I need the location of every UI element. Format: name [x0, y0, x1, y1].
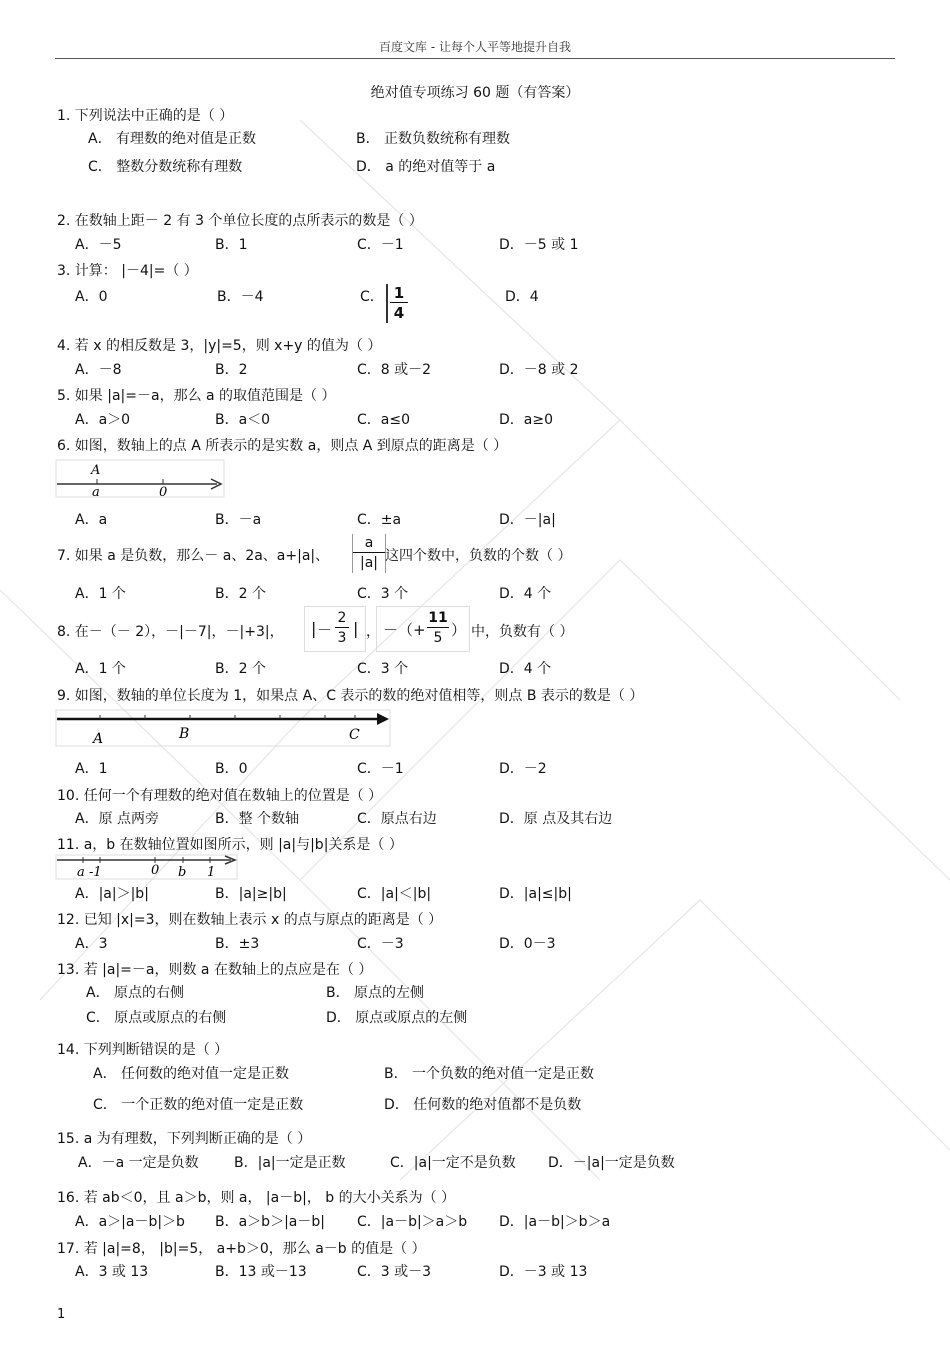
question-11-stem: 11. a，b 在数轴位置如图所示，则 |a|与|b|关系是（ ） — [57, 837, 403, 853]
question-8-option-a: A．1 个 — [75, 661, 126, 677]
question-8-stem-start: 8. 在－（－ 2），－|－7|，－|+3|， — [57, 624, 284, 640]
question-4-stem: 4. 若 x 的相反数是 3，|y|=5，则 x+y 的值为（ ） — [57, 338, 382, 354]
question-9-option-c: C．－1 — [357, 761, 404, 777]
question-3-option-c: C． — [360, 289, 384, 305]
question-17-option-c: C．3 或－3 — [357, 1264, 432, 1280]
question-10-stem: 10. 任何一个有理数的绝对值在数轴上的位置是（ ） — [57, 788, 383, 804]
question-11-number-line — [55, 854, 240, 880]
question-3-option-d: D．4 — [505, 289, 539, 305]
fraction-numerator: 1 — [390, 284, 408, 303]
question-11-option-d: D．|a|≤|b| — [499, 886, 572, 902]
point-A-label: A — [93, 731, 104, 747]
question-4-option-d: D．－8 或 2 — [499, 362, 579, 378]
origin-label: 0 — [151, 863, 160, 878]
question-1-option-a: A． 有理数的绝对值是正数 — [88, 131, 257, 147]
page-number: 1 — [57, 1307, 66, 1322]
question-4-option-c: C．8 或－2 — [357, 362, 432, 378]
point-A-label: A — [91, 463, 101, 478]
point-a-label: a — [77, 865, 85, 880]
question-7-stem-start: 7. 如果 a 是负数，那么－ a、2a、a+|a|、 — [57, 548, 330, 564]
question-2-option-d: D．－5 或 1 — [499, 237, 579, 253]
question-8-option-d: D．4 个 — [499, 661, 552, 677]
question-5-option-a: A．a＞0 — [75, 412, 131, 428]
question-7-option-c: C．3 个 — [357, 586, 409, 602]
question-16-stem: 16. 若 ab＜0，且 a＞b，则 a， |a－b|， b 的大小关系为（ ） — [57, 1190, 456, 1206]
minus-one-label: -1 — [89, 865, 102, 880]
question-14-stem: 14. 下列判断错误的是（ ） — [57, 1042, 229, 1058]
question-10-option-d: D．原 点及其右边 — [499, 811, 613, 827]
question-17-option-a: A．3 或 13 — [75, 1264, 149, 1280]
question-2-option-c: C．－1 — [357, 237, 404, 253]
question-15-stem: 15. a 为有理数，下列判断正确的是（ ） — [57, 1131, 312, 1147]
question-12-option-a: A．3 — [75, 936, 108, 952]
question-16-option-b: B．a＞b＞|a－b| — [215, 1214, 325, 1230]
question-14-option-b: B． 一个负数的绝对值一定是正数 — [384, 1066, 595, 1082]
question-8-option-c: C．3 个 — [357, 661, 409, 677]
question-6-option-d: D．－|a| — [499, 512, 556, 528]
question-16-option-a: A．a＞|a－b|＞b — [75, 1214, 185, 1230]
question-15-option-a: A．－a 一定是负数 — [78, 1155, 199, 1171]
fraction-numerator: 2 — [335, 609, 349, 628]
question-6-option-a: A．a — [75, 512, 108, 528]
question-6-option-c: C．±a — [357, 512, 402, 528]
fraction-denominator: 3 — [337, 630, 347, 646]
question-7-fraction — [352, 534, 386, 573]
question-3-option-b: B．－4 — [217, 289, 264, 305]
question-5-option-c: C．a≤0 — [357, 412, 410, 428]
fraction-numerator: a — [353, 534, 385, 553]
expression-sign: － — [317, 621, 333, 639]
point-a-label: a — [92, 485, 100, 500]
question-10-option-a: A．原 点两旁 — [75, 811, 160, 827]
question-12-stem: 12. 已知 |x|=3，则在数轴上表示 x 的点与原点的距离是（ ） — [57, 912, 443, 928]
question-9-option-a: A．1 — [75, 761, 108, 777]
question-15-option-c: C．|a|一定不是负数 — [390, 1155, 516, 1171]
comma-separator: ， — [366, 624, 380, 640]
question-1-option-b: B． 正数负数统称有理数 — [356, 131, 511, 147]
question-15-option-d: D．－|a|一定是负数 — [548, 1155, 675, 1171]
question-5-option-b: B．a＜0 — [215, 412, 271, 428]
question-6-option-b: B．－a — [215, 512, 262, 528]
question-6-stem: 6. 如图，数轴上的点 A 所表示的是实数 a，则点 A 到原点的距离是（ ） — [57, 438, 508, 454]
question-4-option-b: B．2 — [215, 362, 248, 378]
question-16-option-c: C．|a－b|＞a＞b — [357, 1214, 468, 1230]
origin-label: 0 — [159, 485, 168, 500]
fraction-denominator: |a| — [359, 555, 378, 571]
question-12-option-d: D．0－3 — [499, 936, 556, 952]
fraction-numerator: 11 — [428, 610, 448, 626]
question-13-option-d: D． 原点或原点的左侧 — [326, 1010, 468, 1026]
question-13-option-c: C． 原点或原点的右侧 — [86, 1010, 227, 1026]
question-14-option-c: C． 一个正数的绝对值一定是正数 — [93, 1097, 304, 1113]
question-17-option-d: D．－3 或 13 — [499, 1264, 588, 1280]
question-10-option-b: B．整 个数轴 — [215, 811, 300, 827]
question-14-option-a: A． 任何数的绝对值一定是正数 — [93, 1066, 290, 1082]
question-7-option-d: D．4 个 — [499, 586, 552, 602]
question-9-option-b: B．0 — [215, 761, 248, 777]
question-1-option-d: D． a 的绝对值等于 a — [356, 159, 496, 175]
question-8-expression-2 — [376, 606, 470, 652]
expression-prefix: －（+ — [383, 621, 426, 639]
expression-close: ） — [451, 621, 467, 639]
question-12-option-b: B．±3 — [215, 936, 260, 952]
question-14-option-d: D． 任何数的绝对值都不是负数 — [384, 1097, 582, 1113]
point-B-label: B — [179, 726, 190, 742]
question-2-option-b: B．1 — [215, 237, 248, 253]
question-7-option-a: A．1 个 — [75, 586, 126, 602]
point-b-label: b — [178, 865, 187, 880]
question-9-stem: 9. 如图，数轴的单位长度为 1，如果点 A、C 表示的数的绝对值相等，则点 B 表示的数是（ ） — [57, 688, 644, 704]
fraction-denominator: 5 — [433, 630, 443, 646]
question-11-option-a: A．|a|＞|b| — [75, 886, 149, 902]
question-1-stem: 1. 下列说法中正确的是（ ） — [57, 108, 234, 124]
question-5-stem: 5. 如果 |a|=－a，那么 a 的取值范围是（ ） — [57, 388, 336, 404]
document-title: 绝对值专项练习 60 题（有答案） — [370, 85, 580, 101]
one-label: 1 — [207, 865, 216, 880]
question-3-fraction — [386, 284, 408, 323]
question-11-option-b: B．|a|≥|b| — [215, 886, 287, 902]
question-12-option-c: C．－3 — [357, 936, 404, 952]
question-7-stem-end: 这四个数中，负数的个数（ ） — [385, 548, 572, 564]
question-8-expression-1: | － $\frac{2}{3}$ | — [304, 606, 366, 652]
question-3-stem: 3. 计算： |－4|=（ ） — [57, 263, 198, 279]
question-16-option-d: D．|a－b|＞b＞a — [499, 1214, 611, 1230]
header-rule — [55, 58, 895, 59]
question-8-option-b: B．2 个 — [215, 661, 266, 677]
question-9-option-d: D．－2 — [499, 761, 547, 777]
point-C-label: C — [349, 727, 360, 743]
question-13-stem: 13. 若 |a|=－a，则数 a 在数轴上的点应是在（ ） — [57, 962, 373, 978]
question-11-option-c: C．|a|＜|b| — [357, 886, 432, 902]
question-13-option-b: B． 原点的左侧 — [326, 985, 425, 1001]
question-4-option-a: A．－8 — [75, 362, 122, 378]
question-2-option-a: A．－5 — [75, 237, 122, 253]
question-6-number-line — [55, 458, 227, 500]
question-13-option-a: A． 原点的右侧 — [86, 985, 185, 1001]
question-5-option-d: D．a≥0 — [499, 412, 553, 428]
fraction-denominator: 4 — [393, 304, 405, 322]
page-header: 百度文库 - 让每个人平等地提升自我 — [379, 40, 571, 54]
question-10-option-c: C．原点右边 — [357, 811, 437, 827]
question-3-option-a: A．0 — [75, 289, 108, 305]
question-7-option-b: B．2 个 — [215, 586, 266, 602]
question-2-stem: 2. 在数轴上距－ 2 有 3 个单位长度的点所表示的数是（ ） — [57, 213, 423, 229]
question-17-stem: 17. 若 |a|=8， |b|=5， a+b＞0，那么 a－b 的值是（ ） — [57, 1241, 426, 1257]
question-15-option-b: B．|a|一定是正数 — [234, 1155, 346, 1171]
question-8-stem-end: 中，负数有（ ） — [471, 624, 574, 640]
question-9-number-line — [55, 708, 393, 748]
question-17-option-b: B．13 或－13 — [215, 1264, 307, 1280]
question-1-option-c: C． 整数分数统称有理数 — [88, 159, 243, 175]
